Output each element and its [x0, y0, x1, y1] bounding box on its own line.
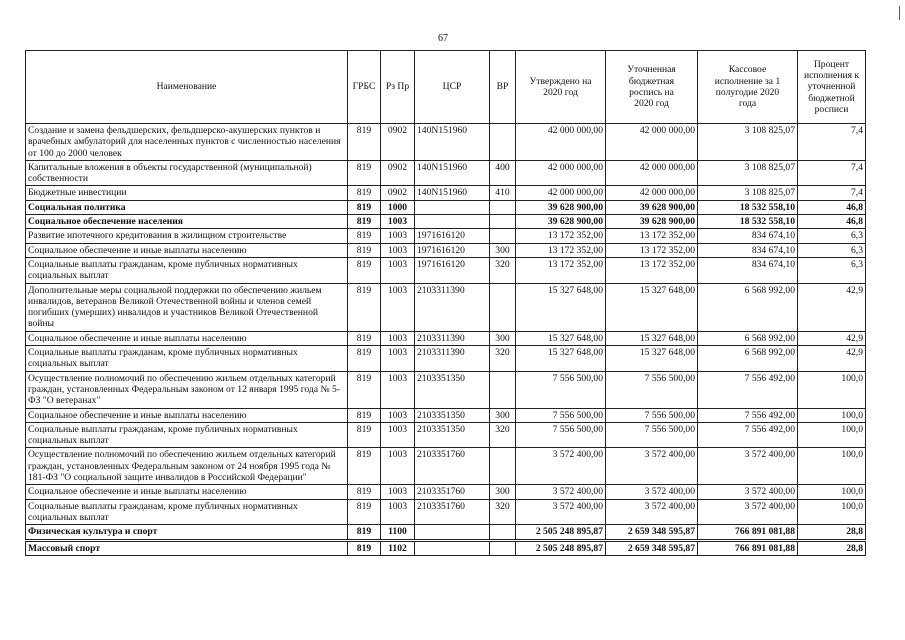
cell-cash: 6 568 992,00 — [698, 331, 798, 345]
cell-csr: 140N151960 — [415, 124, 490, 161]
cell-cash: 3 108 825,07 — [698, 160, 798, 186]
cell-csr — [415, 525, 490, 540]
cell-refined: 15 327 648,00 — [606, 346, 698, 372]
cell-approved: 7 556 500,00 — [516, 408, 606, 422]
cell-vr — [490, 540, 516, 555]
cell-vr — [490, 229, 516, 243]
cell-rz-pr: 1003 — [381, 448, 415, 485]
cell-cash: 3 108 825,07 — [698, 124, 798, 161]
cell-name: Развитие ипотечного кредитования в жилищном строительстве — [26, 229, 348, 243]
cell-percent: 46,8 — [798, 215, 866, 229]
cell-percent: 7,4 — [798, 186, 866, 200]
cell-rz-pr: 1003 — [381, 331, 415, 345]
cell-refined: 2 659 348 595,87 — [606, 525, 698, 540]
cell-percent: 6,3 — [798, 229, 866, 243]
cell-approved: 42 000 000,00 — [516, 160, 606, 186]
table-row — [26, 160, 866, 186]
table-row — [26, 200, 866, 214]
cell-csr — [415, 200, 490, 214]
table-row — [26, 346, 866, 372]
cell-cash: 7 556 492,00 — [698, 422, 798, 448]
cell-refined: 15 327 648,00 — [606, 283, 698, 331]
table-row — [26, 525, 866, 540]
cell-approved: 3 572 400,00 — [516, 485, 606, 499]
cell-vr — [490, 124, 516, 161]
table-row — [26, 485, 866, 499]
table-row — [26, 243, 866, 257]
cell-rz-pr: 0902 — [381, 160, 415, 186]
cell-vr — [490, 371, 516, 408]
budget-table — [25, 50, 866, 556]
header-name: Наименование — [26, 51, 348, 124]
cell-vr: 320 — [490, 257, 516, 283]
cell-csr: 2103351350 — [415, 371, 490, 408]
cell-cash: 766 891 081,88 — [698, 525, 798, 540]
header-row — [26, 51, 866, 124]
cell-cash: 3 108 825,07 — [698, 186, 798, 200]
cell-vr: 320 — [490, 422, 516, 448]
cell-csr: 2103311390 — [415, 346, 490, 372]
cell-cash: 6 568 992,00 — [698, 346, 798, 372]
cell-approved: 2 505 248 895,87 — [516, 540, 606, 555]
cell-refined: 13 172 352,00 — [606, 257, 698, 283]
cell-vr: 300 — [490, 408, 516, 422]
cell-refined: 42 000 000,00 — [606, 124, 698, 161]
cell-cash: 18 532 558,10 — [698, 200, 798, 214]
cell-percent: 100,0 — [798, 485, 866, 499]
header-cash: Кассовое исполнение за 1 полугодие 2020 года — [698, 51, 798, 124]
header-rz-pr: Рз Пр — [381, 51, 415, 124]
cell-vr: 320 — [490, 499, 516, 525]
cell-grbs: 819 — [348, 257, 381, 283]
header-vr: ВР — [490, 51, 516, 124]
cell-rz-pr: 1003 — [381, 215, 415, 229]
cell-grbs: 819 — [348, 229, 381, 243]
cell-grbs: 819 — [348, 124, 381, 161]
cell-name: Социальное обеспечение и иные выплаты населению — [26, 243, 348, 257]
table-body — [26, 124, 866, 556]
table-row — [26, 422, 866, 448]
cell-rz-pr: 1003 — [381, 243, 415, 257]
cell-csr: 2103311390 — [415, 283, 490, 331]
cell-refined: 7 556 500,00 — [606, 371, 698, 408]
cell-csr: 2103351350 — [415, 422, 490, 448]
cell-approved: 2 505 248 895,87 — [516, 525, 606, 540]
cell-rz-pr: 1000 — [381, 200, 415, 214]
page-number: 67 — [438, 33, 448, 44]
cell-rz-pr: 0902 — [381, 124, 415, 161]
table-row — [26, 448, 866, 485]
cell-cash: 3 572 400,00 — [698, 485, 798, 499]
cell-approved: 42 000 000,00 — [516, 124, 606, 161]
cell-percent: 6,3 — [798, 257, 866, 283]
cell-approved: 39 628 900,00 — [516, 200, 606, 214]
cell-cash: 3 572 400,00 — [698, 499, 798, 525]
cell-refined: 13 172 352,00 — [606, 243, 698, 257]
cell-rz-pr: 0902 — [381, 186, 415, 200]
table-row — [26, 499, 866, 525]
cell-grbs: 819 — [348, 331, 381, 345]
cell-refined: 39 628 900,00 — [606, 215, 698, 229]
cell-vr: 300 — [490, 485, 516, 499]
edge-mark — [899, 6, 900, 20]
cell-csr: 2103351350 — [415, 408, 490, 422]
cell-csr: 2103311390 — [415, 331, 490, 345]
cell-rz-pr: 1102 — [381, 540, 415, 555]
cell-refined: 3 572 400,00 — [606, 448, 698, 485]
cell-percent: 100,0 — [798, 448, 866, 485]
cell-vr — [490, 448, 516, 485]
cell-rz-pr: 1003 — [381, 499, 415, 525]
cell-percent: 42,9 — [798, 346, 866, 372]
cell-name: Социальные выплаты гражданам, кроме публичных нормативных социальных выплат — [26, 346, 348, 372]
cell-name: Осуществление полномочий по обеспечению жильем отдельных категорий граждан, установленных Федеральным законом от 24 ноября 1995 года № 181-ФЗ "О социальной защите инвалидов в Российской Федерации" — [26, 448, 348, 485]
cell-percent: 7,4 — [798, 124, 866, 161]
cell-refined: 7 556 500,00 — [606, 408, 698, 422]
cell-name: Физическая культура и спорт — [26, 525, 348, 540]
cell-cash: 766 891 081,88 — [698, 540, 798, 555]
cell-cash: 834 674,10 — [698, 257, 798, 283]
cell-csr: 1971616120 — [415, 257, 490, 283]
cell-csr: 1971616120 — [415, 229, 490, 243]
cell-grbs: 819 — [348, 422, 381, 448]
header-percent: Процент исполнения к уточненной бюджетной росписи — [798, 51, 866, 124]
cell-percent: 28,8 — [798, 540, 866, 555]
cell-rz-pr: 1003 — [381, 422, 415, 448]
table-row — [26, 408, 866, 422]
cell-name: Социальное обеспечение и иные выплаты населению — [26, 408, 348, 422]
cell-rz-pr: 1003 — [381, 346, 415, 372]
cell-name: Капитальные вложения в объекты государственной (муниципальной) собственности — [26, 160, 348, 186]
table-row — [26, 540, 866, 555]
table-row — [26, 371, 866, 408]
cell-grbs: 819 — [348, 499, 381, 525]
cell-csr: 140N151960 — [415, 160, 490, 186]
cell-percent: 46,8 — [798, 200, 866, 214]
cell-name: Социальное обеспечение населения — [26, 215, 348, 229]
cell-grbs: 819 — [348, 215, 381, 229]
cell-vr — [490, 215, 516, 229]
cell-grbs: 819 — [348, 525, 381, 540]
cell-name: Социальная политика — [26, 200, 348, 214]
cell-name: Массовый спорт — [26, 540, 348, 555]
cell-grbs: 819 — [348, 448, 381, 485]
cell-grbs: 819 — [348, 485, 381, 499]
cell-approved: 13 172 352,00 — [516, 229, 606, 243]
cell-cash: 834 674,10 — [698, 229, 798, 243]
header-approved: Утверждено на 2020 год — [516, 51, 606, 124]
cell-csr — [415, 540, 490, 555]
cell-vr — [490, 525, 516, 540]
cell-refined: 13 172 352,00 — [606, 229, 698, 243]
cell-cash: 18 532 558,10 — [698, 215, 798, 229]
cell-approved: 15 327 648,00 — [516, 331, 606, 345]
cell-csr: 2103351760 — [415, 485, 490, 499]
cell-grbs: 819 — [348, 346, 381, 372]
cell-percent: 42,9 — [798, 331, 866, 345]
cell-csr: 1971616120 — [415, 243, 490, 257]
cell-name: Социальное обеспечение и иные выплаты населению — [26, 331, 348, 345]
cell-grbs: 819 — [348, 200, 381, 214]
cell-rz-pr: 1003 — [381, 408, 415, 422]
cell-cash: 7 556 492,00 — [698, 408, 798, 422]
cell-name: Социальные выплаты гражданам, кроме публичных нормативных социальных выплат — [26, 499, 348, 525]
table-row — [26, 331, 866, 345]
cell-rz-pr: 1003 — [381, 257, 415, 283]
cell-approved: 7 556 500,00 — [516, 422, 606, 448]
cell-refined: 3 572 400,00 — [606, 499, 698, 525]
cell-approved: 3 572 400,00 — [516, 448, 606, 485]
cell-grbs: 819 — [348, 243, 381, 257]
cell-refined: 42 000 000,00 — [606, 160, 698, 186]
cell-approved: 13 172 352,00 — [516, 257, 606, 283]
cell-refined: 3 572 400,00 — [606, 485, 698, 499]
cell-rz-pr: 1003 — [381, 283, 415, 331]
header-csr: ЦСР — [415, 51, 490, 124]
cell-vr — [490, 283, 516, 331]
cell-percent: 42,9 — [798, 283, 866, 331]
table-row — [26, 124, 866, 161]
cell-csr: 2103351760 — [415, 448, 490, 485]
cell-vr: 300 — [490, 243, 516, 257]
cell-approved: 15 327 648,00 — [516, 283, 606, 331]
cell-name: Социальные выплаты гражданам, кроме публичных нормативных социальных выплат — [26, 422, 348, 448]
cell-vr: 410 — [490, 186, 516, 200]
cell-vr: 300 — [490, 331, 516, 345]
cell-name: Создание и замена фельдшерских, фельдшерско-акушерских пунктов и врачебных амбулаторий для населенных пунктов с численностью населения от 100 до 2000 человек — [26, 124, 348, 161]
cell-grbs: 819 — [348, 408, 381, 422]
cell-percent: 28,8 — [798, 525, 866, 540]
cell-cash: 834 674,10 — [698, 243, 798, 257]
cell-name: Социальные выплаты гражданам, кроме публичных нормативных социальных выплат — [26, 257, 348, 283]
cell-rz-pr: 1003 — [381, 485, 415, 499]
cell-approved: 3 572 400,00 — [516, 499, 606, 525]
cell-percent: 100,0 — [798, 371, 866, 408]
cell-percent: 6,3 — [798, 243, 866, 257]
cell-rz-pr: 1100 — [381, 525, 415, 540]
cell-grbs: 819 — [348, 186, 381, 200]
cell-grbs: 819 — [348, 160, 381, 186]
cell-vr — [490, 200, 516, 214]
cell-csr: 2103351760 — [415, 499, 490, 525]
cell-cash: 7 556 492,00 — [698, 371, 798, 408]
cell-name: Осуществление полномочий по обеспечению жильем отдельных категорий граждан, установленных Федеральным законом от 12 января 1995 года № 5-ФЗ "О ветеранах" — [26, 371, 348, 408]
cell-approved: 15 327 648,00 — [516, 346, 606, 372]
cell-name: Социальное обеспечение и иные выплаты населению — [26, 485, 348, 499]
header-refined: Уточненная бюджетная роспись на 2020 год — [606, 51, 698, 124]
cell-csr: 140N151960 — [415, 186, 490, 200]
cell-name: Дополнительные меры социальной поддержки по обеспечению жильем инвалидов, ветеранов Великой Отечественной войны и членов семей погибших (умерших) инвалидов и участников Великой Отечественной войны — [26, 283, 348, 331]
cell-grbs: 819 — [348, 371, 381, 408]
cell-vr: 320 — [490, 346, 516, 372]
cell-rz-pr: 1003 — [381, 229, 415, 243]
cell-grbs: 819 — [348, 283, 381, 331]
table-row — [26, 229, 866, 243]
cell-approved: 42 000 000,00 — [516, 186, 606, 200]
table-row — [26, 186, 866, 200]
cell-percent: 100,0 — [798, 422, 866, 448]
cell-refined: 15 327 648,00 — [606, 331, 698, 345]
cell-refined: 42 000 000,00 — [606, 186, 698, 200]
cell-refined: 2 659 348 595,87 — [606, 540, 698, 555]
header-grbs: ГРБС — [348, 51, 381, 124]
cell-name: Бюджетные инвестиции — [26, 186, 348, 200]
table-row — [26, 257, 866, 283]
cell-percent: 100,0 — [798, 408, 866, 422]
cell-csr — [415, 215, 490, 229]
cell-percent: 7,4 — [798, 160, 866, 186]
cell-refined: 7 556 500,00 — [606, 422, 698, 448]
cell-percent: 100,0 — [798, 499, 866, 525]
cell-rz-pr: 1003 — [381, 371, 415, 408]
cell-approved: 13 172 352,00 — [516, 243, 606, 257]
cell-cash: 3 572 400,00 — [698, 448, 798, 485]
cell-approved: 7 556 500,00 — [516, 371, 606, 408]
cell-vr: 400 — [490, 160, 516, 186]
table-row — [26, 215, 866, 229]
cell-cash: 6 568 992,00 — [698, 283, 798, 331]
cell-grbs: 819 — [348, 540, 381, 555]
cell-refined: 39 628 900,00 — [606, 200, 698, 214]
cell-approved: 39 628 900,00 — [516, 215, 606, 229]
table-row — [26, 283, 866, 331]
